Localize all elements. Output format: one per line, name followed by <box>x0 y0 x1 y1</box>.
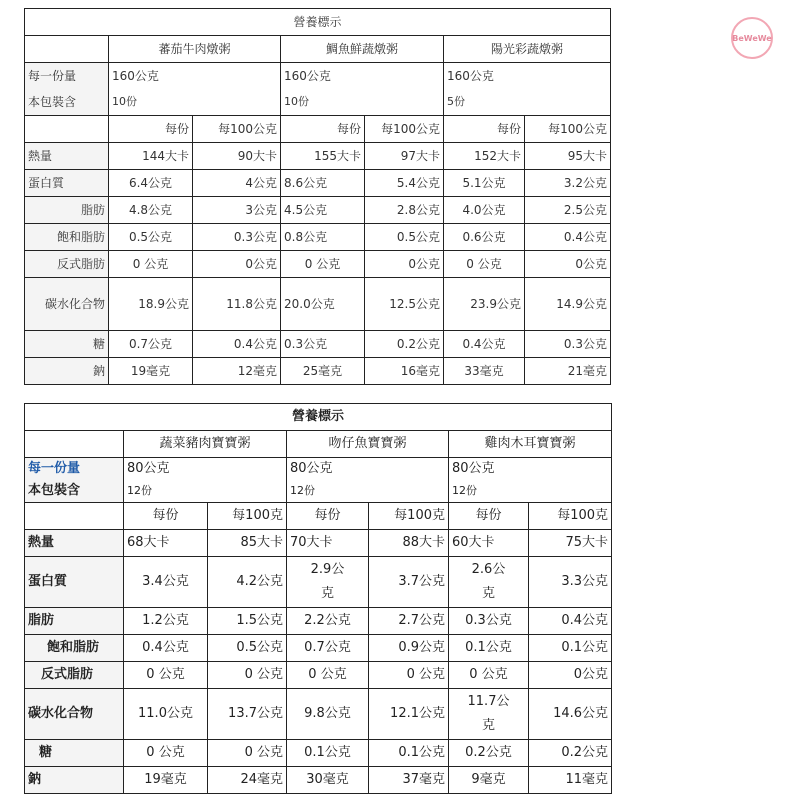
nutrient-value: 30毫克 <box>287 767 369 794</box>
nutrient-value: 21毫克 <box>525 358 611 385</box>
nutrient-value: 3公克 <box>193 197 281 224</box>
product-name: 蔬菜豬肉寶寶粥 <box>124 431 287 458</box>
nutrient-value: 144大卡 <box>109 143 193 170</box>
nutrient-value: 155大卡 <box>281 143 365 170</box>
package-count-label: 本包裝含 <box>25 89 109 116</box>
nutrient-value: 0.6公克 <box>444 224 525 251</box>
nutrient-value: 0.2公克 <box>449 740 529 767</box>
nutrient-value: 95大卡 <box>525 143 611 170</box>
per-serving-header: 每份 <box>109 116 193 143</box>
package-count-label: 本包裝含 <box>25 480 124 503</box>
nutrient-value: 18.9公克 <box>109 278 193 331</box>
nutrient-value: 19毫克 <box>109 358 193 385</box>
brand-logo-text: BeWeWe <box>732 33 772 43</box>
nutrient-value: 3.3公克 <box>529 557 612 608</box>
nutrient-value: 0.1公克 <box>287 740 369 767</box>
table-row <box>25 767 612 794</box>
table-row <box>25 608 612 635</box>
nutrient-label: 鈉 <box>25 767 124 794</box>
corner-cell <box>25 116 109 143</box>
nutrient-value: 1.5公克 <box>208 608 287 635</box>
nutrient-value: 2.6公克 <box>449 557 529 608</box>
table-row <box>25 635 612 662</box>
serving-size-value: 80公克 <box>449 458 612 481</box>
nutrient-value: 11.8公克 <box>193 278 281 331</box>
nutrient-value: 20.0公克 <box>281 278 365 331</box>
nutrient-label: 蛋白質 <box>25 557 124 608</box>
nutrient-value: 0.4公克 <box>444 331 525 358</box>
nutrient-value: 0.9公克 <box>369 635 449 662</box>
product-name: 雞肉木耳寶寶粥 <box>449 431 612 458</box>
nutrient-value: 2.7公克 <box>369 608 449 635</box>
per-serving-header: 每份 <box>444 116 525 143</box>
nutrient-label: 脂肪 <box>25 197 109 224</box>
nutrient-label: 糖 <box>25 740 124 767</box>
nutrient-label: 糖 <box>25 331 109 358</box>
nutrient-value: 4.0公克 <box>444 197 525 224</box>
nutrient-value: 0.5公克 <box>365 224 444 251</box>
brand-logo <box>731 17 773 59</box>
nutrition-table-2 <box>24 403 612 794</box>
nutrient-value: 0 公克 <box>208 662 287 689</box>
nutrient-value: 85大卡 <box>208 530 287 557</box>
per-serving-header: 每份 <box>449 503 529 530</box>
nutrient-value: 0公克 <box>193 251 281 278</box>
nutrient-value: 0公克 <box>525 251 611 278</box>
nutrient-value: 152大卡 <box>444 143 525 170</box>
package-count-value: 12份 <box>449 480 612 503</box>
nutrient-value: 4.5公克 <box>281 197 365 224</box>
nutrient-value: 0 公克 <box>449 662 529 689</box>
nutrient-value: 4.2公克 <box>208 557 287 608</box>
nutrient-value: 0 公克 <box>444 251 525 278</box>
nutrient-value: 9毫克 <box>449 767 529 794</box>
table-title: 營養標示 <box>25 9 611 36</box>
nutrient-label: 鈉 <box>25 358 109 385</box>
nutrient-value: 0.1公克 <box>529 635 612 662</box>
nutrient-value: 0.4公克 <box>525 224 611 251</box>
nutrient-value: 0 公克 <box>124 662 208 689</box>
nutrient-value: 0.8公克 <box>281 224 365 251</box>
nutrient-value: 0.7公克 <box>109 331 193 358</box>
nutrient-value: 19毫克 <box>124 767 208 794</box>
per-100-header: 每100公克 <box>525 116 611 143</box>
nutrient-value: 0 公克 <box>124 740 208 767</box>
nutrient-value: 97大卡 <box>365 143 444 170</box>
nutrient-label: 反式脂肪 <box>25 251 109 278</box>
product-name: 陽光彩蔬燉粥 <box>444 36 611 63</box>
nutrient-value: 5.4公克 <box>365 170 444 197</box>
table-row <box>25 143 611 170</box>
nutrient-value: 25毫克 <box>281 358 365 385</box>
nutrient-label: 熱量 <box>25 530 124 557</box>
product-name: 鯛魚鮮蔬燉粥 <box>281 36 444 63</box>
nutrient-value: 24毫克 <box>208 767 287 794</box>
nutrient-value: 2.5公克 <box>525 197 611 224</box>
nutrient-value: 0.7公克 <box>287 635 369 662</box>
table-row <box>25 331 611 358</box>
nutrient-value: 0 公克 <box>281 251 365 278</box>
serving-size-value: 80公克 <box>124 458 287 481</box>
nutrient-value: 0.3公克 <box>193 224 281 251</box>
nutrient-value: 0.4公克 <box>124 635 208 662</box>
nutrient-value: 88大卡 <box>369 530 449 557</box>
nutrient-value: 12毫克 <box>193 358 281 385</box>
nutrient-label: 飽和脂肪 <box>25 635 124 662</box>
nutrient-value: 0.3公克 <box>449 608 529 635</box>
corner-cell <box>25 36 109 63</box>
nutrient-value: 0.1公克 <box>369 740 449 767</box>
product-name: 蕃茄牛肉燉粥 <box>109 36 281 63</box>
nutrient-value: 0 公克 <box>369 662 449 689</box>
corner-cell <box>25 503 124 530</box>
package-count-value: 5份 <box>444 89 611 116</box>
serving-size-label: 每一份量 <box>25 458 124 481</box>
package-count-value: 12份 <box>124 480 287 503</box>
nutrient-value: 0 公克 <box>109 251 193 278</box>
nutrient-value: 0.4公克 <box>193 331 281 358</box>
per-100-header: 每100公克 <box>193 116 281 143</box>
serving-size-value: 80公克 <box>287 458 449 481</box>
table-row <box>25 197 611 224</box>
per-serving-header: 每份 <box>287 503 369 530</box>
nutrient-value: 70大卡 <box>287 530 369 557</box>
nutrition-table-1 <box>24 8 611 385</box>
nutrient-label: 飽和脂肪 <box>25 224 109 251</box>
nutrient-label: 碳水化合物 <box>25 689 124 740</box>
table-row <box>25 740 612 767</box>
product-name: 吻仔魚寶寶粥 <box>287 431 449 458</box>
nutrient-label: 反式脂肪 <box>25 662 124 689</box>
table-row <box>25 278 611 331</box>
serving-size-value: 160公克 <box>281 63 444 90</box>
nutrient-value: 8.6公克 <box>281 170 365 197</box>
nutrient-value: 0.1公克 <box>449 635 529 662</box>
table-row <box>25 251 611 278</box>
serving-size-label: 每一份量 <box>25 63 109 90</box>
nutrient-value: 37毫克 <box>369 767 449 794</box>
nutrient-value: 90大卡 <box>193 143 281 170</box>
nutrient-value: 1.2公克 <box>124 608 208 635</box>
table-row <box>25 170 611 197</box>
per-serving-header: 每份 <box>124 503 208 530</box>
nutrient-label: 碳水化合物 <box>25 278 109 331</box>
nutrient-value: 75大卡 <box>529 530 612 557</box>
table-row <box>25 530 612 557</box>
nutrient-value: 9.8公克 <box>287 689 369 740</box>
nutrient-value: 2.9公克 <box>287 557 369 608</box>
nutrient-value: 0 公克 <box>287 662 369 689</box>
table-row <box>25 358 611 385</box>
table-row <box>25 557 612 608</box>
nutrient-value: 11.0公克 <box>124 689 208 740</box>
nutrient-value: 3.4公克 <box>124 557 208 608</box>
nutrient-value: 4公克 <box>193 170 281 197</box>
corner-cell <box>25 431 124 458</box>
nutrient-value: 11.7公克 <box>449 689 529 740</box>
nutrient-value: 2.2公克 <box>287 608 369 635</box>
nutrient-label: 熱量 <box>25 143 109 170</box>
per-100-header: 每100公克 <box>365 116 444 143</box>
nutrient-value: 14.6公克 <box>529 689 612 740</box>
nutrient-value: 14.9公克 <box>525 278 611 331</box>
nutrient-value: 33毫克 <box>444 358 525 385</box>
table-row <box>25 224 611 251</box>
table-row <box>25 662 612 689</box>
serving-size-value: 160公克 <box>109 63 281 90</box>
nutrient-value: 3.2公克 <box>525 170 611 197</box>
nutrient-value: 5.1公克 <box>444 170 525 197</box>
nutrient-value: 0.3公克 <box>525 331 611 358</box>
nutrient-value: 3.7公克 <box>369 557 449 608</box>
nutrient-value: 4.8公克 <box>109 197 193 224</box>
nutrient-value: 11毫克 <box>529 767 612 794</box>
table-row <box>25 689 612 740</box>
per-100-header: 每100克 <box>208 503 287 530</box>
per-100-header: 每100克 <box>529 503 612 530</box>
nutrient-value: 0.2公克 <box>365 331 444 358</box>
nutrient-value: 12.1公克 <box>369 689 449 740</box>
nutrient-value: 0.2公克 <box>529 740 612 767</box>
nutrient-value: 0公克 <box>529 662 612 689</box>
nutrient-value: 0公克 <box>365 251 444 278</box>
nutrient-label: 蛋白質 <box>25 170 109 197</box>
nutrient-value: 0.3公克 <box>281 331 365 358</box>
nutrient-value: 13.7公克 <box>208 689 287 740</box>
serving-size-value: 160公克 <box>444 63 611 90</box>
nutrient-value: 12.5公克 <box>365 278 444 331</box>
nutrient-value: 16毫克 <box>365 358 444 385</box>
nutrient-value: 2.8公克 <box>365 197 444 224</box>
nutrient-value: 0.5公克 <box>208 635 287 662</box>
nutrient-value: 6.4公克 <box>109 170 193 197</box>
package-count-value: 10份 <box>109 89 281 116</box>
per-serving-header: 每份 <box>281 116 365 143</box>
nutrient-value: 23.9公克 <box>444 278 525 331</box>
nutrient-value: 68大卡 <box>124 530 208 557</box>
nutrient-label: 脂肪 <box>25 608 124 635</box>
nutrient-value: 0 公克 <box>208 740 287 767</box>
package-count-value: 12份 <box>287 480 449 503</box>
nutrient-value: 0.4公克 <box>529 608 612 635</box>
nutrient-value: 0.5公克 <box>109 224 193 251</box>
package-count-value: 10份 <box>281 89 444 116</box>
table-title: 營養標示 <box>25 404 612 431</box>
nutrient-value: 60大卡 <box>449 530 529 557</box>
per-100-header: 每100克 <box>369 503 449 530</box>
